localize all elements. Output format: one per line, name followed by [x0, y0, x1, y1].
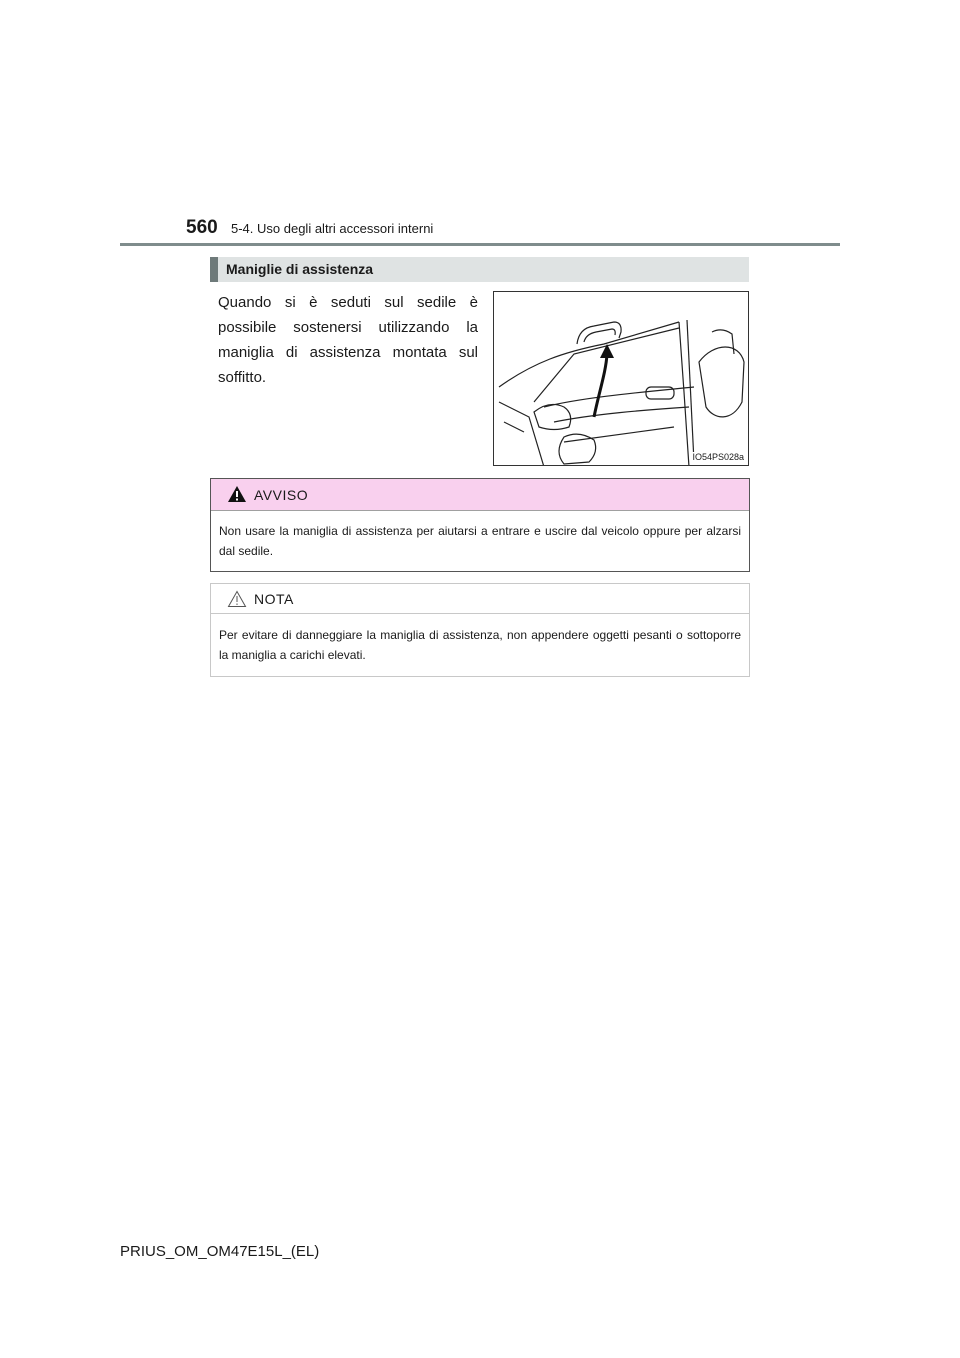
figure-code: IO54PS028a: [692, 452, 744, 462]
warning-header: [211, 479, 749, 511]
footer-doc-code: PRIUS_OM_OM47E15L_(EL): [120, 1243, 320, 1260]
page-number: 560: [186, 217, 218, 238]
notice-box: [210, 583, 750, 677]
notice-text: Per evitare di danneggiare la maniglia di assistenza, non appendere oggetti pesanti o sottoporre la maniglia a carichi elevati.: [219, 628, 741, 662]
warning-box: [210, 478, 750, 572]
warning-text: Non usare la maniglia di assistenza per aiutarsi a entrare e uscire dal veicolo oppure per alzarsi dal sedile.: [219, 524, 741, 558]
assist-grip-illustration: [493, 291, 749, 466]
warning-triangle-icon: [227, 485, 247, 508]
notice-triangle-icon: [227, 590, 247, 613]
notice-title: NOTA: [254, 591, 294, 607]
car-interior-drawing: [494, 292, 749, 466]
section-heading: Maniglie di assistenza: [210, 257, 749, 282]
notice-header: [211, 584, 749, 614]
body-paragraph: Quando si è seduti sul sedile è possibile sostenersi utilizzando la maniglia di assistenza montata sul soffitto.: [218, 294, 478, 386]
header-rule: [120, 243, 840, 246]
warning-title: AVVISO: [254, 487, 309, 503]
header-section-title: 5-4. Uso degli altri accessori interni: [231, 221, 434, 236]
